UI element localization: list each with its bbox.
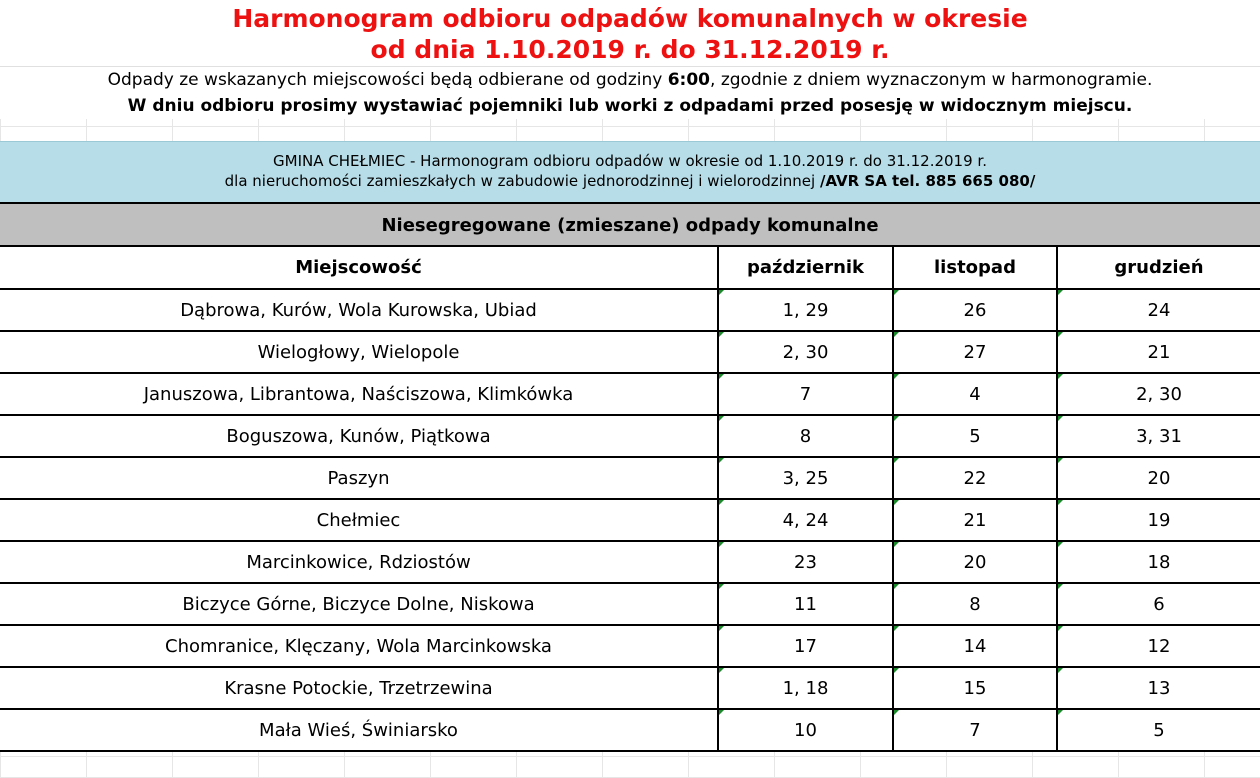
november-cell[interactable]: 4 xyxy=(893,373,1057,415)
november-cell[interactable]: 21 xyxy=(893,499,1057,541)
october-cell[interactable]: 23 xyxy=(718,541,893,583)
october-cell[interactable]: 10 xyxy=(718,709,893,751)
december-cell[interactable]: 21 xyxy=(1057,331,1260,373)
table-row xyxy=(0,541,1260,583)
locality-cell[interactable]: Marcinkowice, Rdziostów xyxy=(0,541,718,583)
november-cell[interactable]: 14 xyxy=(893,625,1057,667)
october-cell[interactable]: 4, 24 xyxy=(718,499,893,541)
title-line-2: od dnia 1.10.2019 r. do 31.12.2019 r. xyxy=(370,35,890,64)
bins-instruction: W dniu odbioru prosimy wystawiać pojemniki lub worki z odpadami przed posesję w widocznym miejscu. xyxy=(0,93,1260,119)
december-cell[interactable]: 3, 31 xyxy=(1057,415,1260,457)
october-cell[interactable]: 2, 30 xyxy=(718,331,893,373)
table-row xyxy=(0,583,1260,625)
december-cell[interactable]: 5 xyxy=(1057,709,1260,751)
december-cell[interactable]: 18 xyxy=(1057,541,1260,583)
locality-cell[interactable]: Wielogłowy, Wielopole xyxy=(0,331,718,373)
table-row xyxy=(0,331,1260,373)
october-cell[interactable]: 1, 18 xyxy=(718,667,893,709)
column-header-october[interactable]: październik xyxy=(718,246,893,289)
october-cell[interactable]: 8 xyxy=(718,415,893,457)
november-cell[interactable]: 7 xyxy=(893,709,1057,751)
table-row xyxy=(0,709,1260,751)
november-cell[interactable]: 27 xyxy=(893,331,1057,373)
column-header-locality[interactable]: Miejscowość xyxy=(0,246,718,289)
locality-cell[interactable]: Chomranice, Klęczany, Wola Marcinkowska xyxy=(0,625,718,667)
pickup-time-note xyxy=(0,66,1260,93)
november-cell[interactable]: 20 xyxy=(893,541,1057,583)
table-row xyxy=(0,415,1260,457)
page-title xyxy=(0,0,1260,66)
december-cell[interactable]: 19 xyxy=(1057,499,1260,541)
column-header-december[interactable]: grudzień xyxy=(1057,246,1260,289)
gmina-header xyxy=(0,141,1260,202)
table-row xyxy=(0,625,1260,667)
locality-cell[interactable]: Paszyn xyxy=(0,457,718,499)
gmina-header-line-2 xyxy=(0,171,1260,191)
locality-cell[interactable]: Krasne Potockie, Trzetrzewina xyxy=(0,667,718,709)
column-header-november[interactable]: listopad xyxy=(893,246,1057,289)
december-cell[interactable]: 20 xyxy=(1057,457,1260,499)
table-row xyxy=(0,289,1260,331)
december-cell[interactable]: 6 xyxy=(1057,583,1260,625)
table-row xyxy=(0,499,1260,541)
gmina-header-line-2-text: dla nieruchomości zamieszkałych w zabudowie jednorodzinnej i wielorodzinnej xyxy=(224,172,820,190)
locality-cell[interactable]: Dąbrowa, Kurów, Wola Kurowska, Ubiad xyxy=(0,289,718,331)
pickup-note-text: Odpady ze wskazanych miejscowości będą odbierane od godziny xyxy=(107,70,668,90)
december-cell[interactable]: 12 xyxy=(1057,625,1260,667)
november-cell[interactable]: 15 xyxy=(893,667,1057,709)
december-cell[interactable]: 24 xyxy=(1057,289,1260,331)
schedule-table xyxy=(0,245,1260,752)
locality-cell[interactable]: Mała Wieś, Świniarsko xyxy=(0,709,718,751)
november-cell[interactable]: 26 xyxy=(893,289,1057,331)
november-cell[interactable]: 5 xyxy=(893,415,1057,457)
november-cell[interactable]: 22 xyxy=(893,457,1057,499)
table-row xyxy=(0,457,1260,499)
pickup-time: 6:00 xyxy=(667,70,711,90)
title-line-1: Harmonogram odbioru odpadów komunalnych w okresie xyxy=(232,4,1028,33)
december-cell[interactable]: 13 xyxy=(1057,667,1260,709)
locality-cell[interactable]: Biczyce Górne, Biczyce Dolne, Niskowa xyxy=(0,583,718,625)
locality-cell[interactable]: Boguszowa, Kunów, Piątkowa xyxy=(0,415,718,457)
pickup-note-text-end: , zgodnie z dniem wyznaczonym w harmonogramie. xyxy=(710,70,1153,90)
october-cell[interactable]: 11 xyxy=(718,583,893,625)
october-cell[interactable]: 17 xyxy=(718,625,893,667)
december-cell[interactable]: 2, 30 xyxy=(1057,373,1260,415)
november-cell[interactable]: 8 xyxy=(893,583,1057,625)
table-row xyxy=(0,667,1260,709)
october-cell[interactable]: 7 xyxy=(718,373,893,415)
gmina-header-line-1: GMINA CHEŁMIEC - Harmonogram odbioru odpadów w okresie od 1.10.2019 r. do 31.12.2019 r. xyxy=(273,152,987,170)
locality-cell[interactable]: Chełmiec xyxy=(0,499,718,541)
table-header-row xyxy=(0,246,1260,289)
october-cell[interactable]: 1, 29 xyxy=(718,289,893,331)
operator-contact: /AVR SA tel. 885 665 080/ xyxy=(819,172,1036,190)
table-row xyxy=(0,373,1260,415)
waste-category-heading: Niesegregowane (zmieszane) odpady komunalne xyxy=(0,202,1260,245)
locality-cell[interactable]: Januszowa, Librantowa, Naściszowa, Klimkówka xyxy=(0,373,718,415)
october-cell[interactable]: 3, 25 xyxy=(718,457,893,499)
